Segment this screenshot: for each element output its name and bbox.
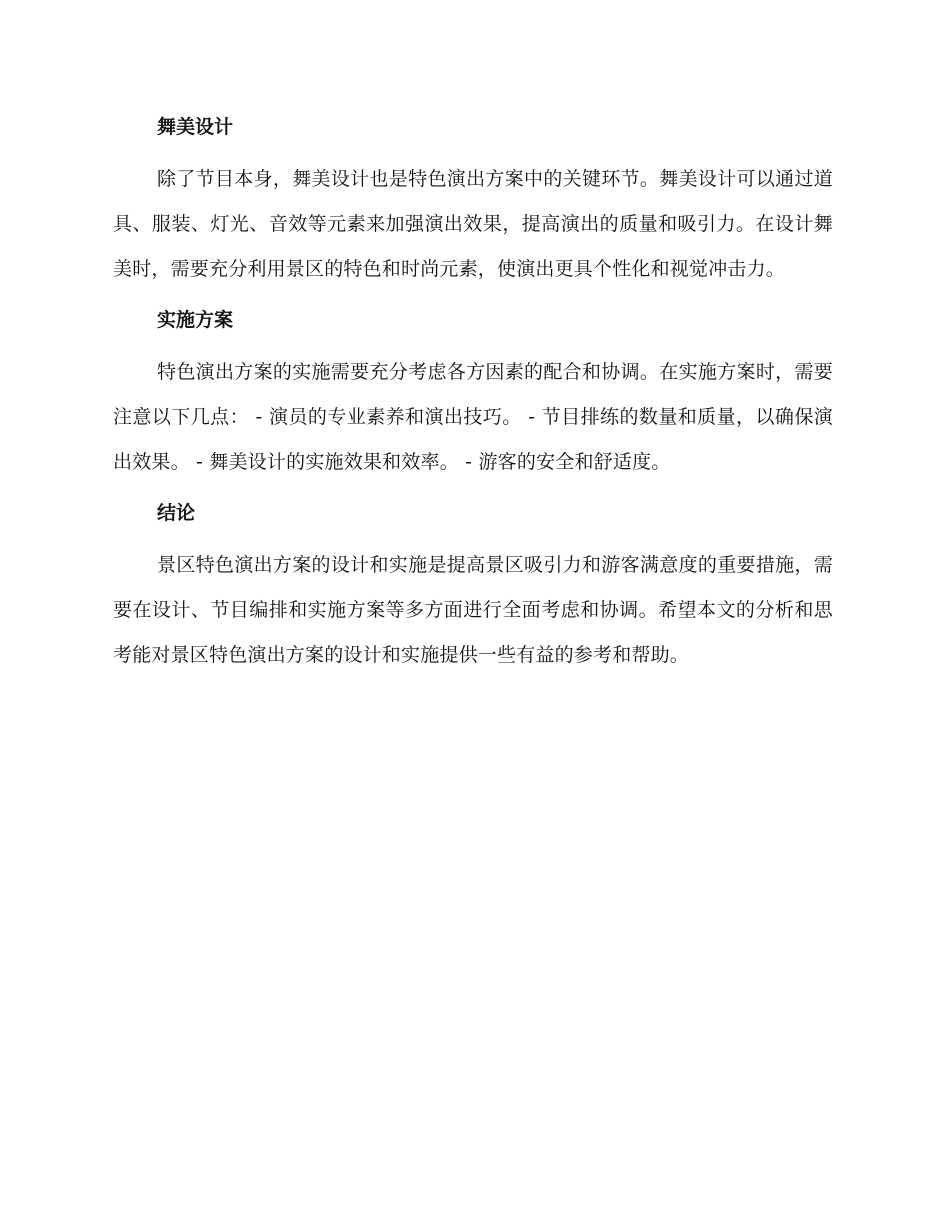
section-conclusion (113, 491, 833, 678)
section-heading: 实施方案 (157, 309, 234, 331)
document-page (113, 105, 833, 684)
section-heading: 结论 (157, 502, 196, 524)
section-paragraph: 特色演出方案的实施需要充分考虑各方因素的配合和协调。在实施方案时，需要注意以下几点： - 演员的专业素养和演出技巧。 - 节目排练的数量和质量，以确保演出效果。 - 舞美设计的实施效果和效率。 - 游客的安全和舒适度。 (113, 361, 833, 473)
section-paragraph: 除了节目本身，舞美设计也是特色演出方案中的关键环节。舞美设计可以通过道具、服装、灯光、音效等元素来加强演出效果，提高演出的质量和吸引力。在设计舞美时，需要充分利用景区的特色和时尚元素，使演出更具个性化和视觉冲击力。 (113, 168, 833, 280)
section-implementation (113, 298, 833, 485)
section-heading: 舞美设计 (157, 116, 234, 138)
section-stage-design (113, 105, 833, 292)
section-paragraph: 景区特色演出方案的设计和实施是提高景区吸引力和游客满意度的重要措施，需要在设计、节目编排和实施方案等多方面进行全面考虑和协调。希望本文的分析和思考能对景区特色演出方案的设计和实施提供一些有益的参考和帮助。 (113, 554, 833, 666)
